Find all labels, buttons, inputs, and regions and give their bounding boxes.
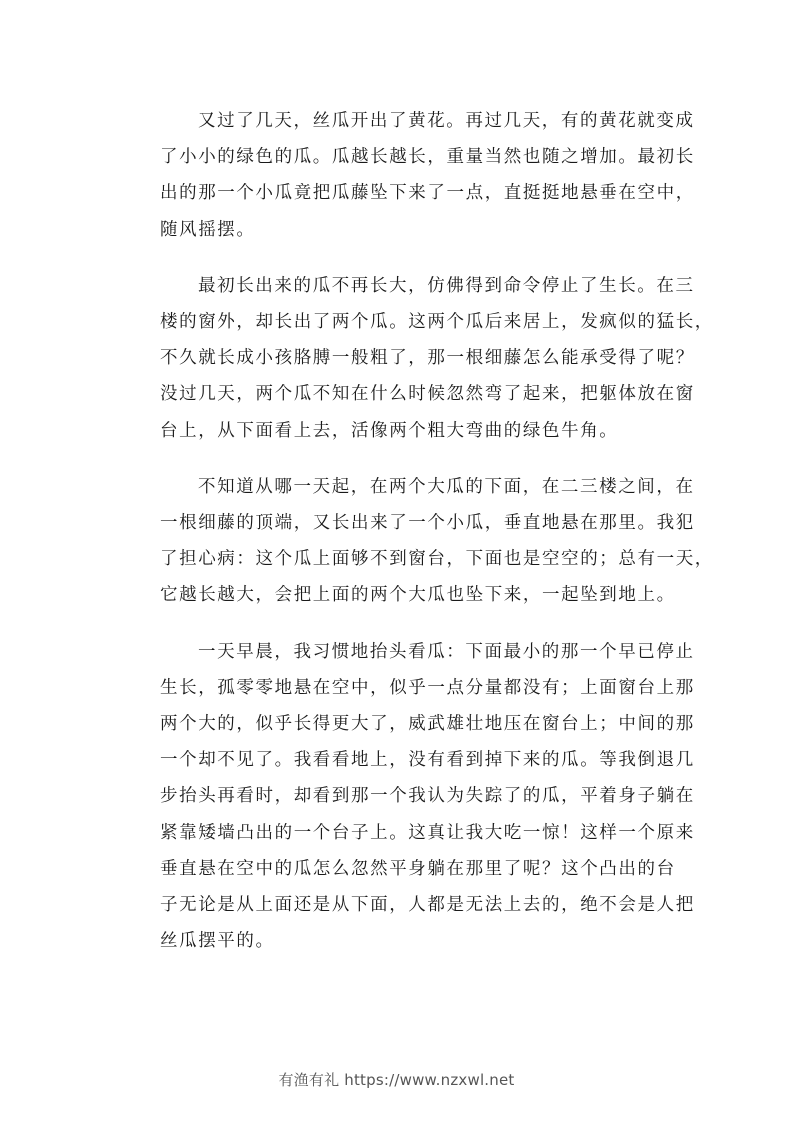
document-page — [160, 103, 714, 979]
paragraph-line: 最初长出来的瓜不再长大，仿佛得到命令停止了生长。在三 — [198, 275, 695, 296]
paragraph-line: 步抬头再看时，却看到那一个我认为失踪了的瓜，平着身子躺在 — [160, 786, 695, 807]
paragraph-line: 紧靠矮墙凸出的一个台子上。这真让我大吃一惊！这样一个原来 — [160, 822, 695, 843]
paragraph-line: 随风摇摆。 — [160, 219, 256, 240]
paragraph-line: 它越长越大，会把上面的两个大瓜也坠下来，一起坠到地上。 — [160, 585, 676, 606]
paragraph-line: 两个大的，似乎长得更大了，威武雄壮地压在窗台上；中间的那 — [160, 714, 695, 735]
paragraph-line: 了小小的绿色的瓜。瓜越长越长，重量当然也随之增加。最初长 — [160, 147, 695, 168]
paragraph-line: 出的那一个小瓜竟把瓜藤坠下来了一点，直挺挺地悬垂在空中， — [160, 183, 695, 204]
paragraph-4 — [160, 634, 695, 960]
footer-watermark: 有渔有礼 https://www.nzxwl.net — [278, 1071, 515, 1089]
paragraph-1 — [160, 103, 695, 248]
paragraph-line: 台上，从下面看上去，活像两个粗大弯曲的绿色牛角。 — [160, 420, 619, 441]
paragraph-line: 丝瓜摆平的。 — [160, 931, 275, 952]
paragraph-line: 不久就长成小孩胳膊一般粗了，那一根细藤怎么能承受得了呢？ — [160, 348, 695, 369]
paragraph-2 — [160, 268, 714, 449]
paragraph-line: 一个却不见了。我看看地上，没有看到掉下来的瓜。等我倒退几 — [160, 750, 695, 771]
paragraph-line: 楼的窗外，却长出了两个瓜。这两个瓜后来居上，发疯似的猛长， — [160, 312, 714, 333]
paragraph-line: 垂直悬在空中的瓜怎么忽然平身躺在那里了呢？这个凸出的台 — [160, 858, 676, 879]
paragraph-3 — [160, 469, 714, 614]
paragraph-line: 没过几天，两个瓜不知在什么时候忽然弯了起来，把躯体放在窗 — [160, 384, 695, 405]
paragraph-line: 了担心病：这个瓜上面够不到窗台，下面也是空空的；总有一天， — [160, 549, 714, 570]
paragraph-line: 生长，孤零零地悬在空中，似乎一点分量都没有；上面窗台上那 — [160, 677, 695, 698]
paragraph-line: 不知道从哪一天起，在两个大瓜的下面，在二三楼之间，在 — [198, 476, 695, 497]
paragraph-line: 又过了几天，丝瓜开出了黄花。再过几天，有的黄花就变成 — [198, 111, 695, 131]
paragraph-line: 一根细藤的顶端，又长出来了一个小瓜，垂直地悬在那里。我犯 — [160, 513, 695, 534]
paragraph-line: 一天早晨，我习惯地抬头看瓜：下面最小的那一个早已停止 — [198, 641, 695, 662]
paragraph-line: 子无论是从上面还是从下面，人都是无法上去的，绝不会是人把 — [160, 895, 695, 916]
